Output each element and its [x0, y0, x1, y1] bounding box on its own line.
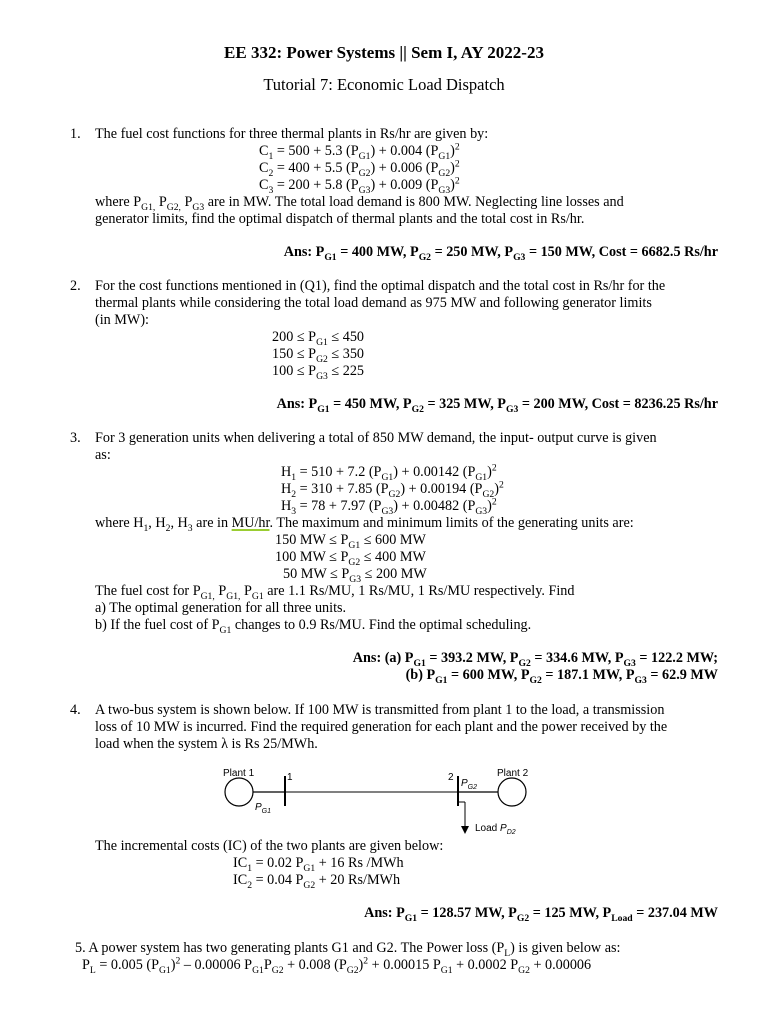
q3-answer-a: Ans: (a) $P_{G1} = 393.2$ MW, $P_{G2} = 334.6$ MW, $P_{G3} = 122.2$ MW;	[352, 650, 718, 669]
q1-text: The fuel cost functions for three thermal plants in Rs/hr are given by:	[95, 126, 489, 142]
q2-answer: Ans: $P_{G1} = 450$ MW, $P_{G2} = 325$ MW, $P_{G3} = 200$ MW, Cost = 8236.25 Rs/hr	[276, 396, 718, 415]
q3-part-b: b) If the fuel cost of $P_{G1}$ changes to 0.9 Rs/MU. Find the optimal scheduling.	[95, 617, 532, 636]
q4-text1: A two-bus system is shown below. If 100 MW is transmitted from plant 1 to the load, a transmission	[95, 702, 665, 718]
q4-answer: Ans: $P_{G1} = 128.57$ MW, $P_{G2} = 125$ MW, $P_{Load} = 237.04$ MW	[364, 905, 718, 924]
q2-limit1: $200 \le P_{G1} \le 450$	[272, 329, 365, 348]
pg2-label: $P_{G2}$	[461, 778, 478, 791]
q3-text1: For 3 generation units when delivering a total of 850 MW demand, the input- output curve is given	[95, 430, 657, 446]
page-title: EE 332: Power Systems || Sem I, AY 2022-23	[224, 43, 544, 62]
q3-fuel: The fuel cost for $P_{G1,}$ $P_{G1,}$ $P_{G1}$ are 1.1 Rs/MU, 1 Rs/MU, 1 Rs/MU respectively. Find	[95, 583, 575, 602]
q3-text2: as:	[95, 447, 111, 463]
plant2-generator-icon	[498, 778, 526, 806]
q1-eq2: $C_2 = 400 + 5.5$ $(P_{G2}) + 0.006$ $(P_{G2})^2$	[259, 158, 460, 179]
plant1-generator-icon	[225, 778, 253, 806]
q5-loss-eq: $P_L = 0.005$ $(P_{G1})^2 - 0.00006$ $P_{G1}P_{G2} + 0.008$ $(P_{G2})^2 + 0.00015$ $P_{G1} + 0.0002$ $P_{G2} + 0.00006$	[82, 955, 592, 976]
q4-text3: load when the system λ is Rs 25/MWh.	[95, 736, 318, 752]
q4-ic2: $IC_2 = 0.04$ $P_{G2} + 20$ Rs/MWh	[233, 872, 401, 891]
q3-where: where $H_1$, $H_2$, $H_3$ are in MU/hr. The maximum and minimum limits of the generating units are:	[95, 515, 634, 534]
q3-part-a: a) The optimal generation for all three units.	[95, 600, 347, 616]
q4-number: 4.	[70, 702, 81, 718]
q4-ic1: $IC_1 = 0.02$ $P_{G1} + 16$ Rs /MWh	[233, 855, 404, 874]
q1-where: where $P_{G1,}$ $P_{G2,}$ $P_{G3}$ are in MW. The total load demand is 800 MW. Neglecting line losses and	[95, 194, 624, 213]
bus2-label: 2	[448, 772, 454, 783]
two-bus-diagram	[215, 762, 535, 842]
plant1-label: Plant 1	[223, 768, 255, 779]
q3-limit3: 50 MW ≤ $P_{G3} \le 200$ MW	[283, 566, 427, 585]
q1-answer: Ans: $P_{G1} = 400$ MW, $P_{G2} = 250$ MW, $P_{G3} = 150$ MW, Cost = 6682.5 Rs/hr	[283, 244, 718, 263]
q1-text2: generator limits, find the optimal dispatch of thermal plants and the total cost in Rs/hr.	[95, 211, 585, 227]
q4-text4: The incremental costs (IC) of the two plants are given below:	[95, 838, 444, 854]
q2-limit3: $100 \le P_{G3} \le 225$	[272, 363, 365, 382]
q3-eq1: $H_1 = 510 + 7.2$ $(P_{G1}) + 0.00142$ $(P_{G1})^2$	[281, 462, 497, 483]
q3-eq3: $H_3 = 78 + 7.97$ $(P_{G3}) + 0.00482$ $(P_{G3})^2$	[281, 496, 497, 517]
pg1-label: $P_{G1}$	[255, 802, 272, 815]
q2-text1: For the cost functions mentioned in (Q1), find the optimal dispatch and the total cost in Rs/hr for the	[95, 278, 666, 294]
q1-eq1: $C_1 = 500 + 5.3$ $(P_{G1}) + 0.004$ $(P_{G1})^2$	[259, 141, 460, 162]
q3-eq2: $H_2 = 310 + 7.85$ $(P_{G2}) + 0.00194$ $(P_{G2})^2$	[281, 479, 504, 500]
q3-answer-b: (b) $P_{G1} = 600$ MW, $P_{G2} = 187.1$ MW, $P_{G3} = 62.9$ MW	[405, 667, 718, 686]
q2-number: 2.	[70, 278, 81, 294]
bus1-label: 1	[287, 772, 293, 783]
q3-limit1: 150 MW ≤ $P_{G1} \le 600$ MW	[275, 532, 426, 551]
q1-number: 1.	[70, 126, 81, 142]
q2-text3: (in MW):	[95, 312, 149, 328]
q3-limit2: 100 MW ≤ $P_{G2} \le 400$ MW	[275, 549, 426, 568]
load-arrow-icon	[461, 826, 469, 834]
q5-text1: 5. A power system has two generating plants G1 and G2. The Power loss $(P_L)$ is given below as:	[75, 940, 621, 959]
page-subtitle: Tutorial 7: Economic Load Dispatch	[263, 75, 505, 94]
q2-text2: thermal plants while considering the total load demand as 975 MW and following generator limits	[95, 295, 652, 311]
q2-limit2: $150 \le P_{G2} \le 350$	[272, 346, 365, 365]
q3-number: 3.	[70, 430, 81, 446]
q1-eq3: $C_3 = 200 + 5.8$ $(P_{G3}) + 0.009$ $(P_{G3})^2$	[259, 175, 460, 196]
plant2-label: Plant 2	[497, 768, 529, 779]
q4-text2: loss of 10 MW is incurred. Find the required generation for each plant and the power received by the	[95, 719, 668, 735]
load-label: Load $P_{D2}$	[475, 823, 516, 836]
